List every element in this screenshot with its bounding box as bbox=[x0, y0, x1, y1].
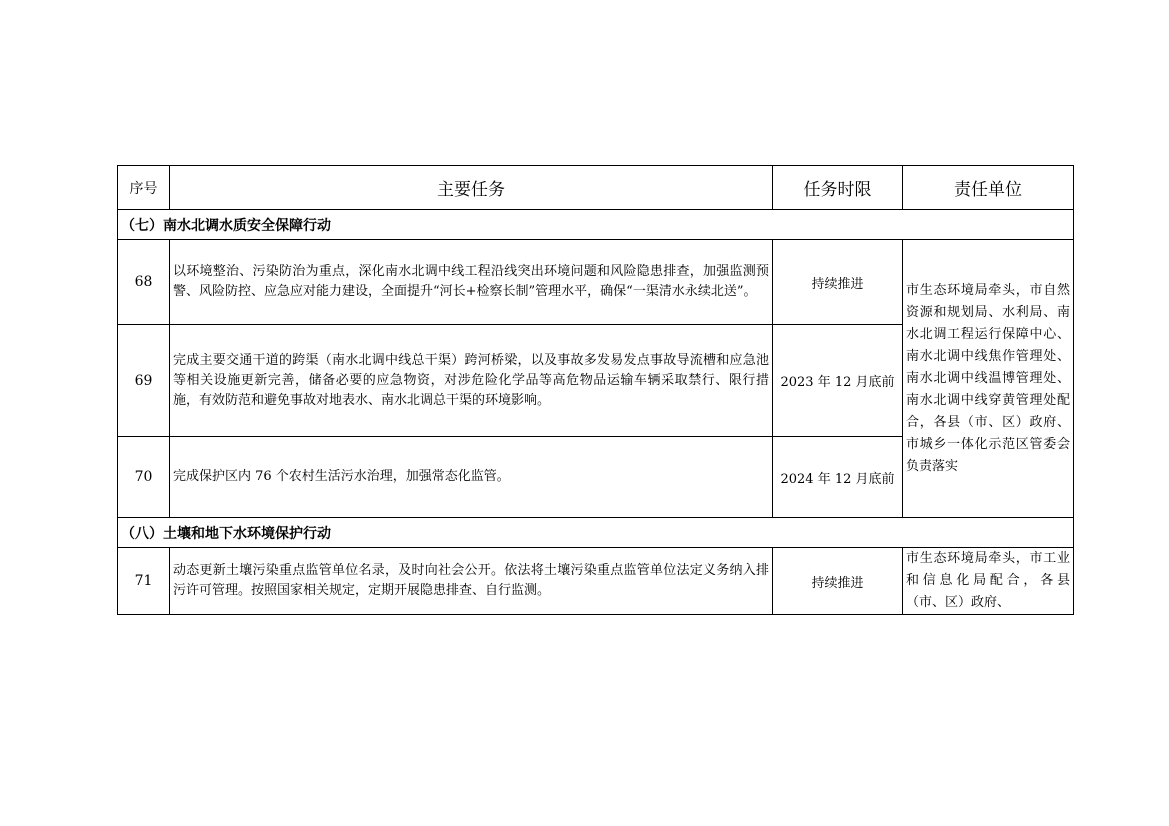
header-seq: 序号 bbox=[118, 166, 170, 210]
table-row bbox=[118, 548, 1074, 615]
section-title: （八）土壤和地下水环境保护行动 bbox=[118, 518, 1074, 548]
row-seq: 71 bbox=[118, 548, 170, 615]
row-seq: 68 bbox=[118, 240, 170, 325]
row-task: 完成保护区内 76 个农村生活污水治理，加强常态化监管。 bbox=[170, 437, 773, 518]
row-deadline: 2023 年 12 月底前 bbox=[773, 325, 903, 437]
header-responsible: 责任单位 bbox=[903, 166, 1074, 210]
header-deadline: 任务时限 bbox=[773, 166, 903, 210]
row-responsible: 市生态环境局牵头，市自然资源和规划局、水利局、南水北调工程运行保障中心、南水北调中线焦作管理处、南水北调中线温博管理处、南水北调中线穿黄管理处配合，各县（市、区）政府、市城乡一体化示范区管委会负责落实 bbox=[903, 240, 1074, 518]
row-deadline: 持续推进 bbox=[773, 548, 903, 615]
row-task: 以环境整治、污染防治为重点，深化南水北调中线工程沿线突出环境问题和风险隐患排查，加强监测预警、风险防控、应急应对能力建设，全面提升“河长+检察长制”管理水平，确保“一渠清水永续北送”。 bbox=[170, 240, 773, 325]
row-task: 完成主要交通干道的跨渠（南水北调中线总干渠）跨河桥梁，以及事故多发易发点事故导流槽和应急池等相关设施更新完善，储备必要的应急物资，对涉危险化学品等高危物品运输车辆采取禁行、限行措施，有效防范和避免事故对地表水、南水北调总干渠的环境影响。 bbox=[170, 325, 773, 437]
table-header-row bbox=[118, 166, 1074, 210]
row-seq: 69 bbox=[118, 325, 170, 437]
header-task: 主要任务 bbox=[170, 166, 773, 210]
row-deadline: 持续推进 bbox=[773, 240, 903, 325]
row-deadline: 2024 年 12 月底前 bbox=[773, 437, 903, 518]
row-responsible: 市生态环境局牵头，市工业和信息化局配合，各县（市、区）政府、 bbox=[903, 548, 1074, 615]
table-row bbox=[118, 240, 1074, 325]
task-table bbox=[117, 165, 1074, 615]
section-header-7 bbox=[118, 210, 1074, 240]
row-task: 动态更新土壤污染重点监管单位名录，及时向社会公开。依法将土壤污染重点监管单位法定义务纳入排污许可管理。按照国家相关规定，定期开展隐患排查、自行监测。 bbox=[170, 548, 773, 615]
section-title: （七）南水北调水质安全保障行动 bbox=[118, 210, 1074, 240]
section-header-8 bbox=[118, 518, 1074, 548]
row-seq: 70 bbox=[118, 437, 170, 518]
